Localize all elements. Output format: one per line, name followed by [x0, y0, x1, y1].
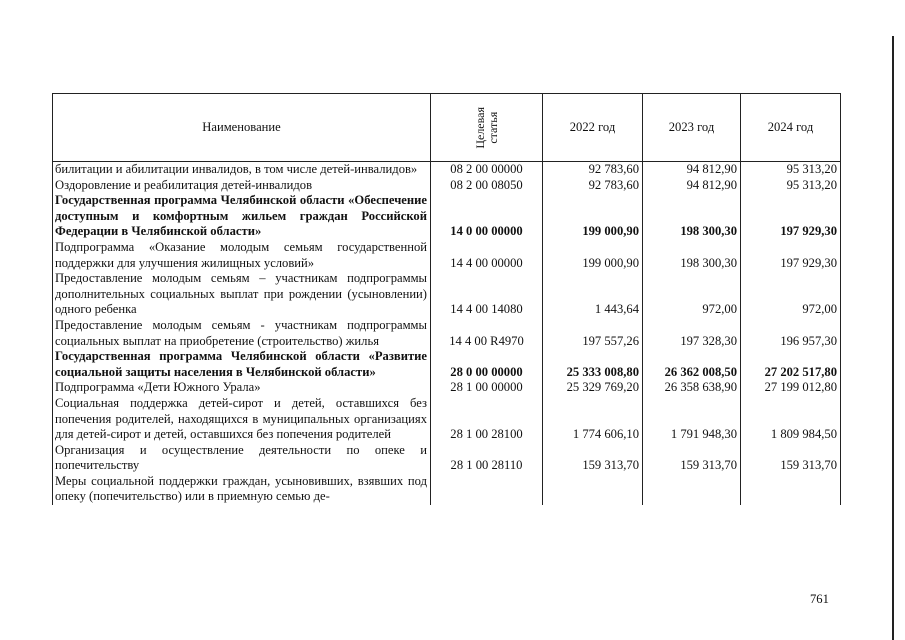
row-name: Оздоровление и реабилитация детей-инвалидов: [53, 178, 431, 194]
page-edge-line: [892, 36, 894, 640]
row-name: Предоставление молодым семьям – участникам подпрограммы дополнительных социальных выплат при рождении (усыновлении) одного ребенка: [53, 271, 431, 318]
table-row: [53, 162, 841, 178]
table-row: [53, 318, 841, 349]
table-row: [53, 349, 841, 380]
row-value-2024: 196 957,30: [741, 318, 841, 349]
row-value-2023: [643, 474, 741, 505]
table-header: [53, 94, 841, 162]
row-value-2022: 197 557,26: [543, 318, 643, 349]
row-value-2022: 199 000,90: [543, 193, 643, 240]
row-value-2022: [543, 474, 643, 505]
row-name: Меры социальной поддержки граждан, усыновивших, взявших под опеку (попечительство) или в приемную семью де-: [53, 474, 431, 505]
row-value-2024: 1 809 984,50: [741, 396, 841, 443]
row-code: 08 2 00 00000: [431, 162, 543, 178]
row-name: билитации и абилитации инвалидов, в том числе детей-инвалидов»: [53, 162, 431, 178]
table-row: [53, 271, 841, 318]
row-value-2024: 27 199 012,80: [741, 380, 841, 396]
row-value-2024: 159 313,70: [741, 443, 841, 474]
row-value-2024: 27 202 517,80: [741, 349, 841, 380]
row-value-2024: 95 313,20: [741, 162, 841, 178]
row-value-2022: 199 000,90: [543, 240, 643, 271]
row-code: 28 1 00 00000: [431, 380, 543, 396]
header-2023: 2023 год: [643, 94, 741, 162]
table-row: [53, 396, 841, 443]
row-name: Предоставление молодым семьям - участникам подпрограммы социальных выплат на приобретение (строительство) жилья: [53, 318, 431, 349]
row-name: Социальная поддержка детей-сирот и детей, оставшихся без попечения родителей, находящихся в муниципальных организациях для детей-сирот и детей, оставшихся без попечения родителей: [53, 396, 431, 443]
row-name: Государственная программа Челябинской области «Обеспечение доступным и комфортным жильем граждан Российской Федерации в Челябинской области»: [53, 193, 431, 240]
row-value-2023: 972,00: [643, 271, 741, 318]
table-row: [53, 240, 841, 271]
table-row: [53, 443, 841, 474]
row-value-2023: 26 362 008,50: [643, 349, 741, 380]
row-code: 14 4 00 14080: [431, 271, 543, 318]
row-name: Организация и осуществление деятельности по опеке и попечительству: [53, 443, 431, 474]
row-value-2022: 92 783,60: [543, 162, 643, 178]
table-row: [53, 474, 841, 505]
row-value-2024: 95 313,20: [741, 178, 841, 194]
table-row: [53, 380, 841, 396]
table-row: [53, 193, 841, 240]
table-body: [53, 162, 841, 506]
header-code: [431, 94, 543, 162]
row-value-2023: 1 791 948,30: [643, 396, 741, 443]
row-value-2023: 159 313,70: [643, 443, 741, 474]
header-code-label: Целевая статья: [472, 106, 500, 149]
row-value-2023: 94 812,90: [643, 178, 741, 194]
row-code: 28 1 00 28100: [431, 396, 543, 443]
row-code: [431, 474, 543, 505]
row-code: 08 2 00 08050: [431, 178, 543, 194]
row-value-2024: 197 929,30: [741, 240, 841, 271]
row-value-2024: [741, 474, 841, 505]
row-code: 14 0 00 00000: [431, 193, 543, 240]
row-code: 14 4 00 R4970: [431, 318, 543, 349]
header-2022: 2022 год: [543, 94, 643, 162]
row-value-2022: 25 333 008,80: [543, 349, 643, 380]
budget-table: [52, 93, 841, 505]
row-name: Подпрограмма «Дети Южного Урала»: [53, 380, 431, 396]
header-name: Наименование: [53, 94, 431, 162]
header-2024: 2024 год: [741, 94, 841, 162]
row-name: Подпрограмма «Оказание молодым семьям государственной поддержки для улучшения жилищных условий»: [53, 240, 431, 271]
row-code: 28 0 00 00000: [431, 349, 543, 380]
row-value-2023: 94 812,90: [643, 162, 741, 178]
row-value-2024: 197 929,30: [741, 193, 841, 240]
page-number: 761: [810, 592, 829, 606]
row-value-2023: 26 358 638,90: [643, 380, 741, 396]
row-code: 14 4 00 00000: [431, 240, 543, 271]
row-name: Государственная программа Челябинской области «Развитие социальной защиты населения в Челябинской области»: [53, 349, 431, 380]
row-value-2022: 1 774 606,10: [543, 396, 643, 443]
row-value-2022: 1 443,64: [543, 271, 643, 318]
row-value-2022: 159 313,70: [543, 443, 643, 474]
row-value-2023: 198 300,30: [643, 240, 741, 271]
row-code: 28 1 00 28110: [431, 443, 543, 474]
table-row: [53, 178, 841, 194]
row-value-2024: 972,00: [741, 271, 841, 318]
row-value-2023: 197 328,30: [643, 318, 741, 349]
row-value-2022: 92 783,60: [543, 178, 643, 194]
row-value-2022: 25 329 769,20: [543, 380, 643, 396]
row-value-2023: 198 300,30: [643, 193, 741, 240]
